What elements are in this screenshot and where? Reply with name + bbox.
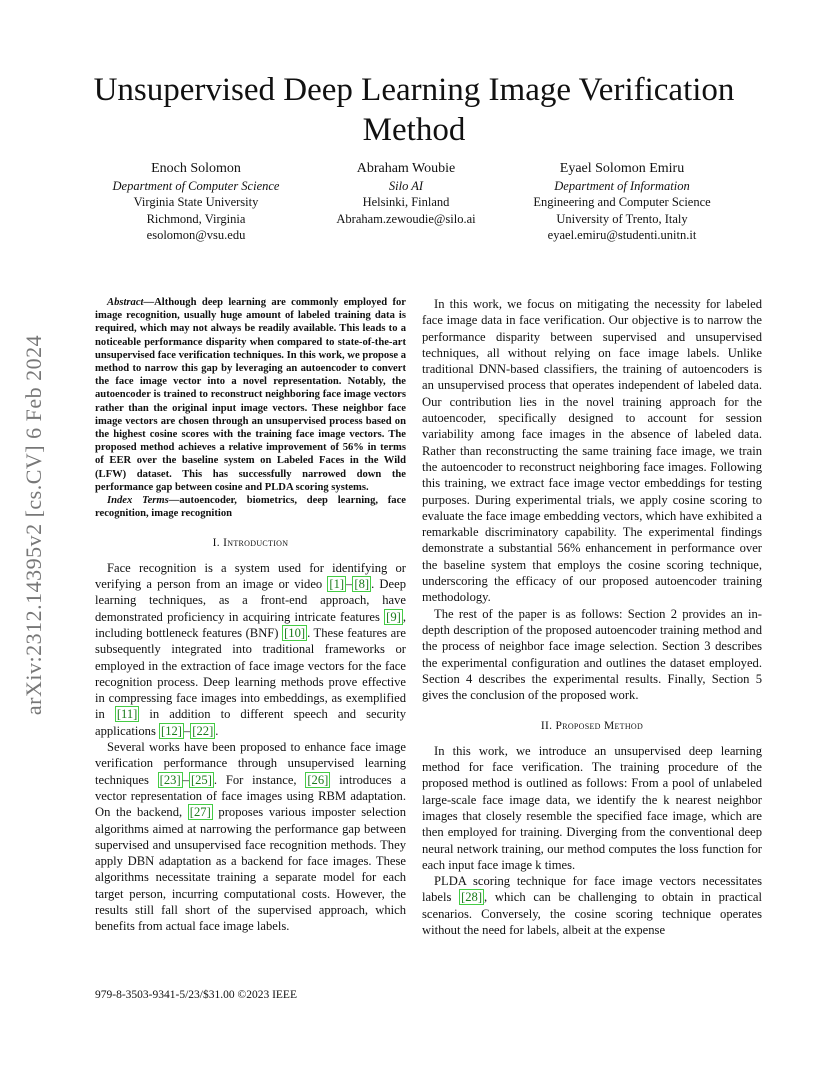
copyright-footer: 979-8-3503-9341-5/23/$31.00 ©2023 IEEE xyxy=(95,989,297,1001)
author-3 xyxy=(508,160,736,243)
text-run: . For instance, xyxy=(213,772,306,787)
arxiv-stamp: arXiv:2312.14395v2 [cs.CV] 6 Feb 2024 xyxy=(21,334,46,716)
abstract-text: —Although deep learning are commonly employed for image recognition, usually huge amount of labeled training data is required, which may not always be readily available. This leads to a noticeable performance disparity when compared to state-of-the-art unsupervised face verification techniques. In this work, we propose a method to narrow this gap by leveraging an autoencoder to convert the face image vector into a novel representation. Notably, the autoencoder is trained to reconstruct neighboring face image vectors rather than the original input image vectors. These neighbor face image vectors are chosen through an unsupervised process based on the highest cosine scores with the training face image vectors. The proposed method achieves a relative improvement of 56% in terms of EER over the baseline system on Labeled Faces in the Wild (LFW) dataset. This has successfully narrowed down the performance gap between cosine and PLDA scoring systems. xyxy=(95,297,406,493)
index-terms-text: —autoencoder, biometrics, deep learning, face recognition, image recognition xyxy=(95,495,406,520)
intro-paragraph-3: In this work, we focus on mitigating the necessity for labeled face image data in face verification. Our objective is to narrow the performance disparity between supervised and unsupervised techniques, all without relying on face image labels. Unlike traditional DNN-based classifiers, the training of autoencoders is an unsupervised process that operates independent of labeled data. Our contribution lies in the novel training approach for the autoencoder, specifically designed to account for session variability among face images in the absence of labeled data. Rather than reconstructing the same training face image, we train the autoencoder to reconstruct neighboring face images. Following this training, we extract face image vector embeddings for testing purposes. During experimental trials, we apply cosine scoring to evaluate the face image embedding vectors, which have exhibited a remarkable discriminatory capability. The experimental findings demonstrate a substantial 56% enhancement in performance over the baseline system that employs the cosine scoring technique, underscoring the efficacy of our proposed autoencoder training methodology. xyxy=(422,297,762,605)
citation-link[interactable]: [12] xyxy=(161,723,182,738)
text-run: Face recognition is a system used for identifying or verifying a person from an image or video xyxy=(95,560,406,592)
index-terms-lead: Index Terms xyxy=(107,495,169,507)
author-department: Department of Computer Science xyxy=(112,179,280,193)
author-institution: University of Trento, Italy xyxy=(556,211,688,226)
text-run: Several works have been proposed to enhance face image verification performance through unsupervised learning techniques xyxy=(95,740,406,787)
author-institution: Virginia State University xyxy=(133,195,259,210)
author-name: Abraham Woubie xyxy=(356,161,456,176)
text-run: – xyxy=(346,577,353,592)
author-location: Helsinki, Finland xyxy=(362,195,450,210)
abstract-lead: Abstract xyxy=(107,297,144,308)
author-location: Richmond, Virginia xyxy=(146,211,246,226)
method-paragraph-1: In this work, we introduce an unsupervised deep learning method for face verification. The training procedure of the proposed method is outlined as follows: From a pool of unlabeled large-scale face image data, we identify the k nearest neighbor images that closely resemble the specified face image, which are then employed for training. Diverging from the conventional deep neural network training, our method computes the loss function for each input face image k times. xyxy=(422,743,762,872)
citation-link[interactable]: [23] xyxy=(159,772,181,787)
citation-link[interactable]: [27] xyxy=(189,805,211,820)
abstract xyxy=(95,296,406,494)
intro-paragraph-4: The rest of the paper is as follows: Section 2 provides an in-depth description of the proposed autoencoder training method and the process of neighbor face image selection. Section 3 describes the experimental configuration and outlines the dataset employed. Section 4 describes the experimental results. Finally, Section 5 gives the conclusion of the proposed work. xyxy=(422,606,762,703)
citation-link[interactable]: [25] xyxy=(190,772,212,787)
right-column xyxy=(422,296,762,938)
text-run: . Deep learning techniques, as a front-end approach, have demonstrated proficiency in acquiring intricate features xyxy=(95,577,406,624)
text-run: introduces a vector representation of face images using RBM adaptation. On the backend, xyxy=(95,772,406,820)
text-run: in addition to different speech and security applications xyxy=(95,707,406,738)
citation-link[interactable]: [22] xyxy=(192,723,214,738)
author-1 xyxy=(96,160,296,243)
citation-link[interactable]: [28] xyxy=(461,890,483,905)
section-heading-proposed-method: II. Proposed Method xyxy=(540,720,644,733)
author-2 xyxy=(306,160,506,227)
index-terms xyxy=(95,494,406,520)
citation-link[interactable]: [11] xyxy=(116,707,138,722)
author-name: Eyael Solomon Emiru xyxy=(559,161,685,176)
citation-link[interactable]: [1] xyxy=(329,577,345,592)
text-run: , which can be challenging to obtain in practical scenarios. Conversely, the cosine scoring technique operates without the need for labels, albeit at the expense xyxy=(422,890,762,937)
citation-link[interactable]: [26] xyxy=(307,772,329,787)
text-run: . These features are subsequently integrated into traditional frameworks or employed in the extraction of face image vectors for the face recognition process. Deep learning methods prove effective in compressing face images into embeddings, as exemplified in xyxy=(95,625,407,722)
text-run: PLDA scoring technique for face image vectors necessitates labels xyxy=(422,874,762,905)
text-run: proposes various imposter selection algorithms aimed at narrowing the performance gap between supervised and unsupervised face recognition methods. They apply DBN adaptation as a backend for face images. These algorithms necessitate training a separate model for each target person, incurring computational costs. However, the results still fall short of the supervised approach, which benefits from actual face image labels. xyxy=(95,805,407,934)
author-department: Silo AI xyxy=(388,179,424,193)
author-email: eyael.emiru@studenti.unitn.it xyxy=(547,227,697,242)
intro-paragraph-2 xyxy=(95,739,406,935)
section-heading-introduction: I. Introduction xyxy=(212,537,289,550)
author-name: Enoch Solomon xyxy=(151,161,241,176)
text-run: , including bottleneck features (BNF) xyxy=(95,609,406,640)
left-column xyxy=(95,296,406,935)
citation-link[interactable]: [9] xyxy=(386,609,401,624)
text-run: – xyxy=(184,723,191,738)
paper-title: Unsupervised Deep Learning Image Verification Method xyxy=(93,72,735,148)
author-email: esolomon@vsu.edu xyxy=(146,227,246,242)
method-paragraph-2 xyxy=(422,873,762,938)
author-department: Department of Information xyxy=(554,179,690,193)
citation-link[interactable]: [10] xyxy=(284,625,306,640)
intro-paragraph-1 xyxy=(95,560,406,739)
text-run: – xyxy=(182,772,189,787)
citation-link[interactable]: [8] xyxy=(354,577,370,592)
author-department-cont: Engineering and Computer Science xyxy=(533,195,711,210)
text-run: . xyxy=(215,723,219,738)
author-email: Abraham.zewoudie@silo.ai xyxy=(336,211,476,226)
